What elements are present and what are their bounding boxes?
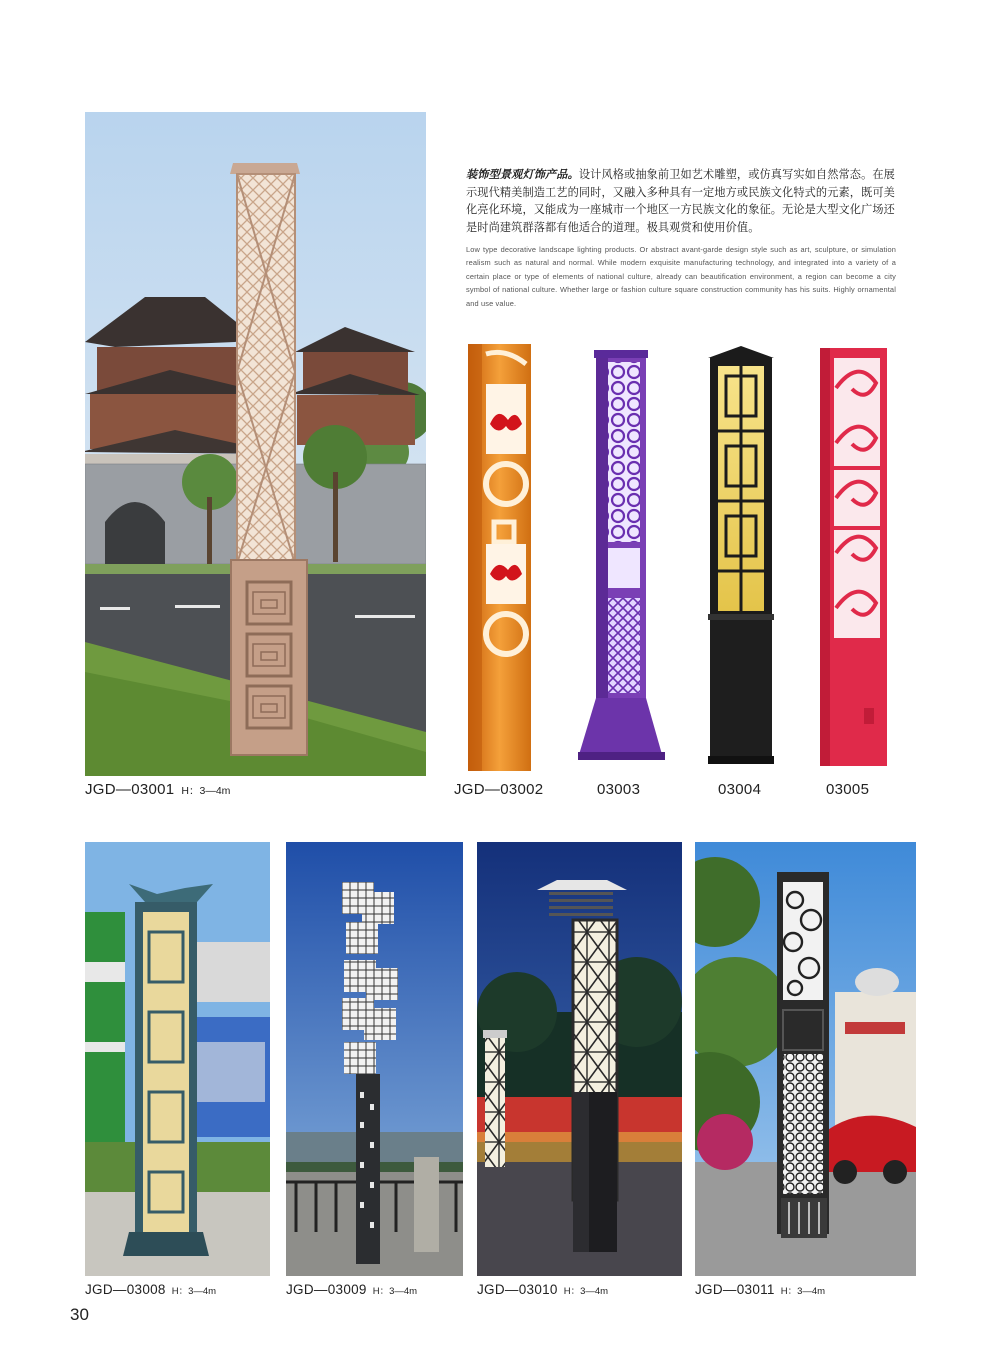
product-height: H：3—4m: [181, 785, 231, 797]
product-code: 03004: [718, 781, 762, 798]
product-code: JGD—03001: [85, 781, 175, 798]
intro-chinese: [466, 166, 896, 236]
product-code: JGD—03008: [85, 1282, 166, 1297]
photo-jgd-03009: [286, 842, 463, 1276]
product-code: 03003: [597, 781, 641, 798]
product-height: H：3—4m: [780, 1286, 826, 1297]
lamp-jgd-03002: [468, 344, 531, 771]
product-height: H：3—4m: [563, 1286, 609, 1297]
intro-english: Low type decorative landscape lighting products. Or abstract avant-garde design style such as art, sculpture, or simulation realism such as natural and normal. While modern exquisite manufacturing technology, and integrated into a variety of a certain place or type of elements of national culture, already can beautification environment, a region can become a city symbol of national culture. Whether large or fashion culture square construction community has his suits. Highly ornamental and use value.: [466, 245, 896, 308]
product-code: JGD—03009: [286, 1282, 367, 1297]
photo-jgd-03001: [85, 112, 426, 776]
caption-03011: [695, 1282, 825, 1297]
caption-03002: [454, 781, 543, 798]
caption-03008: [85, 1282, 216, 1297]
caption-03009: [286, 1282, 417, 1297]
product-height: H：3—4m: [372, 1286, 418, 1297]
photo-jgd-03010: [477, 842, 682, 1276]
page-number: 30: [70, 1305, 89, 1324]
caption-03003: [597, 781, 640, 798]
product-height: H：3—4m: [171, 1286, 217, 1297]
caption-03005: [826, 781, 869, 798]
photo-jgd-03011: [695, 842, 916, 1276]
product-code: 03005: [826, 781, 870, 798]
product-code: JGD—03010: [477, 1282, 558, 1297]
caption-03004: [718, 781, 761, 798]
intro-lead: 装饰型景观灯饰产品。: [466, 167, 579, 181]
caption-03001: [85, 781, 230, 798]
lamp-03005: [820, 348, 887, 766]
photo-jgd-03008: [85, 842, 270, 1276]
intro-chinese-body: 设计风格或抽象前卫如艺术雕塑，或仿真写实如自然常态。在展示现代精美制造工艺的同时，又融入多种具有一定地方或民族文化特式的元素，既可美化亮化环境，又能成为一座城市一个地区一方民族文化的象征。无论是大型文化广场还是时尚建筑群落都有他适合的道理。极具观赏和使用价值。: [466, 168, 895, 234]
lamp-03004: [708, 346, 774, 766]
lamp-03003: [578, 348, 665, 762]
product-code: JGD—03011: [695, 1282, 775, 1297]
caption-03010: [477, 1282, 608, 1297]
product-code: JGD—03002: [454, 781, 544, 798]
